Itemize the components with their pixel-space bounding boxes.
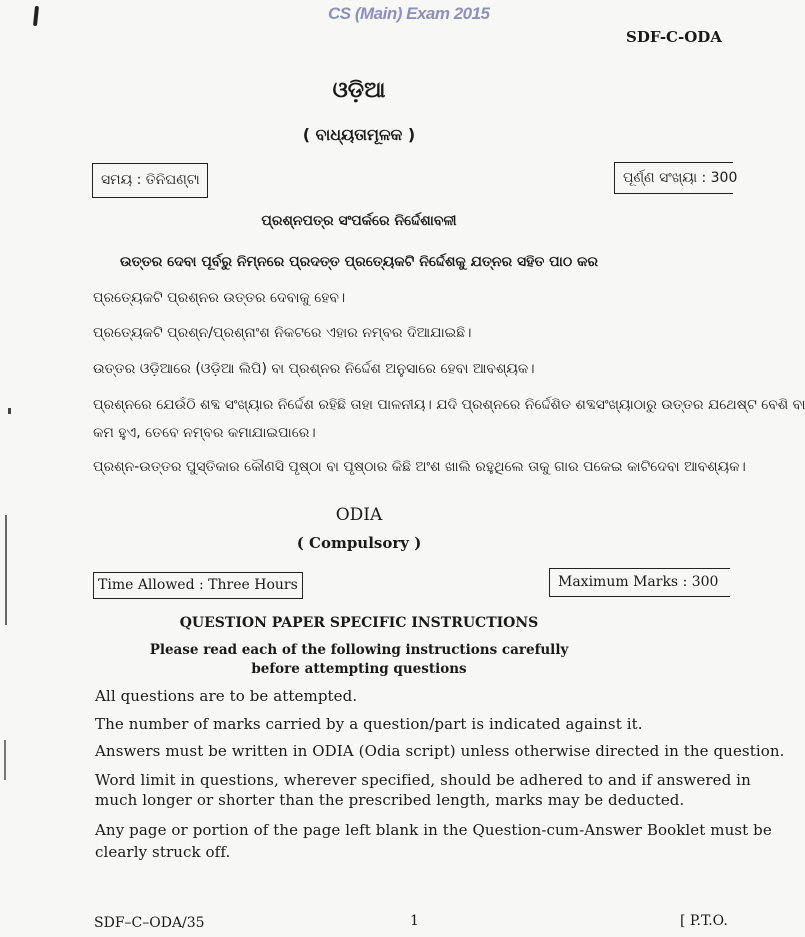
pto-label: [ P.T.O. [680,913,728,929]
odia-instructions-heading: ପ୍ରଶ୍ନପତ୍ର ସଂପର୍କରେ ନିର୍ଦ୍ଦେଶାବଳୀ [261,213,457,229]
margin-mark [8,408,11,414]
english-title: ODIA [335,505,383,525]
odia-marks-box: ପୂର୍ଣ୍ଣ ସଂଖ୍ୟା : 300 [614,162,733,194]
odia-instruction: ପ୍ରତ୍ୟେକଟି ପ୍ରଶ୍ନର ଉତ୍ତର ଦେବାକୁ ହେବ। [93,290,346,306]
instructions-subheading-line1: Please read each of the following instructions carefully [149,642,569,658]
instruction-line: The number of marks carried by a question/part is indicated against it. [95,715,643,733]
odia-instruction: କମ ହୁଏ, ତେବେ ନମ୍ବର କମାଯାଇପାରେ। [93,425,316,441]
odia-instruction: ଉତ୍ତର ଓଡ଼ିଆରେ (ଓଡ଼ିଆ ଲିପି) ବା ପ୍ରଶ୍ନର ନିର୍ଦ୍ଦେଶ ଅନୁସାରେ ହେବା ଆବଶ୍ୟକ। [93,361,535,377]
page-number: 1 [410,913,419,929]
odia-instruction: ପ୍ରଶ୍ନରେ ଯେଉଁଠି ଶବ୍ଦ ସଂଖ୍ୟାର ନିର୍ଦ୍ଦେଶ ରହିଛି ତାହା ପାଳନୀୟ। ଯଦି ପ୍ରଶ୍ନରେ ନିର୍ଦ୍ଦେଶିତ ଶବ୍ଦସଂଖ୍ୟାଠାରୁ ଉତ୍ତର ଯଥେଷ୍ଟ ବେଶି ବା [93,397,805,413]
instruction-line: much longer or shorter than the prescribed length, marks may be deducted. [95,791,685,809]
margin-tick-mark [33,6,39,26]
odia-instructions-subheading: ଉତ୍ତର ଦେବା ପୂର୍ବରୁ ନିମ୍ନରେ ପ୍ରଦତ୍ତ ପ୍ରତ୍ୟେକଟି ନିର୍ଦ୍ଦେଶକୁ ଯତ୍ନର ସହିତ ପାଠ କର [119,254,599,270]
paper-code: SDF-C-ODA [626,28,722,46]
footer-code-text: SDF–C–ODA/35 [94,915,205,931]
instruction-line: clearly struck off. [95,843,231,861]
instruction-line: Any page or portion of the page left blank in the Question-cum-Answer Booklet must be [95,821,772,839]
odia-instruction: ପ୍ରତ୍ୟେକଟି ପ୍ରଶ୍ନ/ପ୍ରଶ୍ନାଂଶ ନିକଟରେ ଏହାର ନମ୍ବର ଦିଆଯାଇଛି। [93,325,472,341]
maximum-marks-box: Maximum Marks : 300 [549,568,730,597]
margin-mark [5,515,7,625]
footer-code [94,915,205,931]
instruction-line: Answers must be written in ODIA (Odia script) unless otherwise directed in the question. [95,742,785,760]
instructions-heading: QUESTION PAPER SPECIFIC INSTRUCTIONS [179,615,539,631]
instruction-line: Word limit in questions, wherever specified, should be adhered to and if answered in [95,771,751,789]
odia-instruction: ପ୍ରଶ୍ନ-ଉତ୍ତର ପୁସ୍ତିକାର କୌଣସି ପୃଷ୍ଠା ବା ପୃଷ୍ଠାର କିଛି ଅଂଶ ଖାଲି ରହୁଥିଲେ ତାକୁ ଗାର ପକେଇ କାଟିଦେବା ଆବଶ୍ୟକ। [93,459,746,475]
instruction-line: All questions are to be attempted. [95,687,358,705]
time-allowed-box: Time Allowed : Three Hours [93,572,303,599]
instructions-subheading-line2: before attempting questions [251,661,467,677]
margin-mark [4,740,6,780]
exam-stamp: CS (Main) Exam 2015 [328,4,490,23]
english-subtitle: ( Compulsory ) [296,534,422,552]
odia-subtitle: ( ବାଧ୍ୟତାମୂଳକ ) [302,125,416,144]
odia-title: ଓଡ଼ିଆ [332,78,386,103]
odia-time-box: ସମୟ : ତିନିଘଣ୍ଟା [92,163,208,198]
